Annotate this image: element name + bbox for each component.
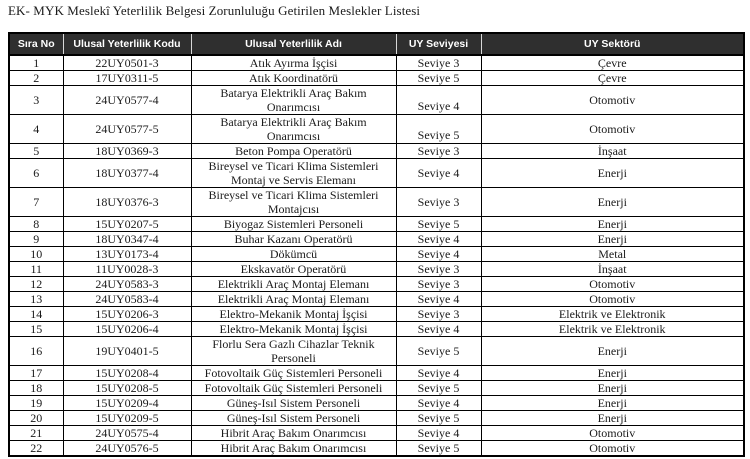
cell-row-number: 11 — [9, 262, 63, 277]
cell-qualification-sector: Enerji — [481, 381, 744, 396]
cell-row-number: 3 — [9, 86, 63, 115]
cell-qualification-code: 15UY0206-4 — [63, 322, 191, 337]
cell-qualification-code: 11UY0028-3 — [63, 262, 191, 277]
cell-row-number: 2 — [9, 71, 63, 86]
table-row — [9, 262, 744, 277]
cell-qualification-code: 18UY0347-4 — [63, 232, 191, 247]
table-row — [9, 411, 744, 426]
table-row — [9, 396, 744, 411]
cell-qualification-sector: Enerji — [481, 337, 744, 366]
cell-qualification-level: Seviye 4 — [396, 232, 481, 247]
cell-qualification-name: Atık Ayırma İşçisi — [191, 55, 396, 71]
cell-qualification-code: 24UY0577-4 — [63, 86, 191, 115]
cell-qualification-level: Seviye 4 — [396, 247, 481, 262]
page-title: EK- MYK Meslekî Yeterlilik Belgesi Zorunluluğu Getirilen Meslekler Listesi — [8, 3, 421, 18]
table-row — [9, 86, 744, 115]
cell-qualification-sector: Elektrik ve Elektronik — [481, 307, 744, 322]
cell-qualification-code: 18UY0377-4 — [63, 159, 191, 188]
column-header-ulusal-yeterlilik-kodu: Ulusal Yeterlilik Kodu — [63, 33, 191, 55]
cell-qualification-name: Beton Pompa Operatörü — [191, 144, 396, 159]
table-row — [9, 307, 744, 322]
table-row — [9, 188, 744, 217]
cell-qualification-name: Elektrikli Araç Montaj Elemanı — [191, 292, 396, 307]
cell-row-number: 20 — [9, 411, 63, 426]
table-row — [9, 381, 744, 396]
cell-qualification-level: Seviye 4 — [396, 322, 481, 337]
cell-qualification-level: Seviye 4 — [396, 396, 481, 411]
column-header-ulusal-yeterlilik-adi: Ulusal Yeterlilik Adı — [191, 33, 396, 55]
qualification-table-body — [9, 55, 744, 456]
cell-row-number: 14 — [9, 307, 63, 322]
cell-row-number: 1 — [9, 55, 63, 71]
cell-qualification-level: Seviye 5 — [396, 217, 481, 232]
cell-qualification-code: 24UY0583-3 — [63, 277, 191, 292]
cell-qualification-code: 15UY0206-3 — [63, 307, 191, 322]
cell-qualification-level: Seviye 4 — [396, 159, 481, 188]
column-header-uy-seviyesi: UY Seviyesi — [396, 33, 481, 55]
cell-qualification-sector: Enerji — [481, 159, 744, 188]
cell-qualification-code: 15UY0209-4 — [63, 396, 191, 411]
cell-qualification-code: 24UY0576-5 — [63, 441, 191, 457]
table-row — [9, 426, 744, 441]
cell-qualification-code: 24UY0583-4 — [63, 292, 191, 307]
cell-row-number: 16 — [9, 337, 63, 366]
cell-row-number: 7 — [9, 188, 63, 217]
cell-qualification-code: 19UY0401-5 — [63, 337, 191, 366]
cell-row-number: 18 — [9, 381, 63, 396]
cell-qualification-name: Florlu Sera Gazlı Cihazlar Teknik Personeli — [191, 337, 396, 366]
cell-qualification-code: 13UY0173-4 — [63, 247, 191, 262]
cell-qualification-sector: İnşaat — [481, 262, 744, 277]
cell-qualification-level: Seviye 4 — [396, 426, 481, 441]
cell-qualification-sector: Enerji — [481, 232, 744, 247]
table-row — [9, 322, 744, 337]
cell-qualification-code: 18UY0376-3 — [63, 188, 191, 217]
cell-row-number: 8 — [9, 217, 63, 232]
cell-row-number: 10 — [9, 247, 63, 262]
cell-qualification-sector: Enerji — [481, 366, 744, 381]
cell-qualification-code: 15UY0209-5 — [63, 411, 191, 426]
table-header — [9, 33, 744, 55]
cell-qualification-level: Seviye 3 — [396, 307, 481, 322]
table-row — [9, 71, 744, 86]
cell-qualification-name: Buhar Kazanı Operatörü — [191, 232, 396, 247]
cell-qualification-sector: Otomotiv — [481, 441, 744, 457]
cell-qualification-name: Biyogaz Sistemleri Personeli — [191, 217, 396, 232]
cell-qualification-name: Bireysel ve Ticari Klima Sistemleri Montajcısı — [191, 188, 396, 217]
cell-qualification-sector: Otomotiv — [481, 115, 744, 144]
cell-qualification-sector: İnşaat — [481, 144, 744, 159]
cell-qualification-code: 15UY0208-5 — [63, 381, 191, 396]
cell-qualification-level: Seviye 5 — [396, 115, 481, 144]
cell-qualification-level: Seviye 4 — [396, 86, 481, 115]
cell-row-number: 12 — [9, 277, 63, 292]
cell-qualification-level: Seviye 3 — [396, 144, 481, 159]
cell-qualification-sector: Enerji — [481, 217, 744, 232]
cell-qualification-sector: Elektrik ve Elektronik — [481, 322, 744, 337]
cell-qualification-level: Seviye 3 — [396, 188, 481, 217]
cell-qualification-code: 17UY0311-5 — [63, 71, 191, 86]
table-row — [9, 159, 744, 188]
cell-qualification-level: Seviye 5 — [396, 441, 481, 457]
cell-qualification-name: Ekskavatör Operatörü — [191, 262, 396, 277]
cell-qualification-level: Seviye 5 — [396, 71, 481, 86]
cell-qualification-level: Seviye 3 — [396, 55, 481, 71]
table-header-row — [9, 33, 744, 55]
cell-qualification-name: Elektrikli Araç Montaj Elemanı — [191, 277, 396, 292]
cell-qualification-sector: Otomotiv — [481, 277, 744, 292]
cell-qualification-name: Batarya Elektrikli Araç Bakım Onarımcısı — [191, 115, 396, 144]
cell-qualification-sector: Çevre — [481, 71, 744, 86]
table-row — [9, 337, 744, 366]
table-row — [9, 232, 744, 247]
cell-qualification-code: 22UY0501-3 — [63, 55, 191, 71]
cell-qualification-code: 18UY0369-3 — [63, 144, 191, 159]
cell-qualification-sector: Enerji — [481, 411, 744, 426]
cell-row-number: 22 — [9, 441, 63, 457]
cell-qualification-name: Batarya Elektrikli Araç Bakım Onarımcısı — [191, 86, 396, 115]
cell-qualification-level: Seviye 4 — [396, 292, 481, 307]
cell-qualification-name: Hibrit Araç Bakım Onarımcısı — [191, 426, 396, 441]
cell-qualification-level: Seviye 5 — [396, 337, 481, 366]
cell-qualification-sector: Metal — [481, 247, 744, 262]
cell-qualification-name: Bireysel ve Ticari Klima Sistemleri Montaj ve Servis Elemanı — [191, 159, 396, 188]
cell-row-number: 17 — [9, 366, 63, 381]
qualification-table — [8, 32, 745, 457]
cell-qualification-name: Fotovoltaik Güç Sistemleri Personeli — [191, 381, 396, 396]
cell-qualification-level: Seviye 3 — [396, 262, 481, 277]
cell-qualification-code: 24UY0575-4 — [63, 426, 191, 441]
cell-qualification-code: 15UY0207-5 — [63, 217, 191, 232]
cell-qualification-name: Elektro-Mekanik Montaj İşçisi — [191, 322, 396, 337]
cell-qualification-level: Seviye 5 — [396, 411, 481, 426]
cell-row-number: 4 — [9, 115, 63, 144]
cell-qualification-name: Güneş-Isıl Sistem Personeli — [191, 396, 396, 411]
cell-qualification-name: Atık Koordinatörü — [191, 71, 396, 86]
cell-row-number: 19 — [9, 396, 63, 411]
cell-qualification-code: 15UY0208-4 — [63, 366, 191, 381]
cell-row-number: 21 — [9, 426, 63, 441]
table-row — [9, 441, 744, 457]
table-row — [9, 55, 744, 71]
cell-qualification-sector: Enerji — [481, 188, 744, 217]
cell-row-number: 9 — [9, 232, 63, 247]
cell-qualification-level: Seviye 5 — [396, 381, 481, 396]
cell-row-number: 5 — [9, 144, 63, 159]
cell-qualification-code: 24UY0577-5 — [63, 115, 191, 144]
table-row — [9, 366, 744, 381]
column-header-sira-no: Sıra No — [9, 33, 63, 55]
cell-qualification-name: Elektro-Mekanik Montaj İşçisi — [191, 307, 396, 322]
table-row — [9, 247, 744, 262]
cell-qualification-sector: Çevre — [481, 55, 744, 71]
cell-qualification-level: Seviye 4 — [396, 366, 481, 381]
column-header-uy-sektoru: UY Sektörü — [481, 33, 744, 55]
table-row — [9, 292, 744, 307]
cell-row-number: 6 — [9, 159, 63, 188]
cell-row-number: 13 — [9, 292, 63, 307]
cell-row-number: 15 — [9, 322, 63, 337]
cell-qualification-name: Dökümcü — [191, 247, 396, 262]
table-row — [9, 144, 744, 159]
cell-qualification-name: Güneş-Isıl Sistem Personeli — [191, 411, 396, 426]
table-row — [9, 217, 744, 232]
cell-qualification-sector: Otomotiv — [481, 426, 744, 441]
cell-qualification-sector: Otomotiv — [481, 86, 744, 115]
cell-qualification-sector: Enerji — [481, 396, 744, 411]
table-row — [9, 277, 744, 292]
cell-qualification-name: Hibrit Araç Bakım Onarımcısı — [191, 441, 396, 457]
table-row — [9, 115, 744, 144]
cell-qualification-name: Fotovoltaik Güç Sistemleri Personeli — [191, 366, 396, 381]
cell-qualification-level: Seviye 3 — [396, 277, 481, 292]
cell-qualification-sector: Otomotiv — [481, 292, 744, 307]
